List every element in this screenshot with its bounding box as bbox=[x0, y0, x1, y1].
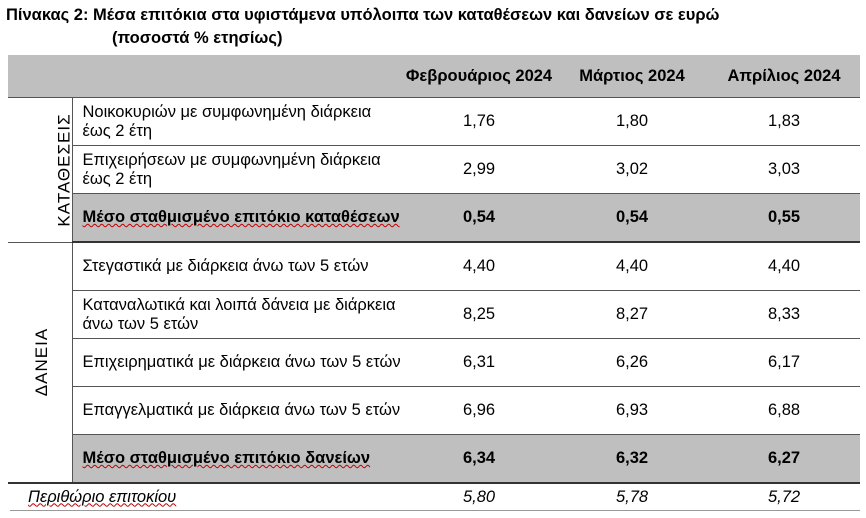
deposits-group-cell bbox=[8, 98, 72, 243]
value-feb: 6,34 bbox=[402, 435, 556, 484]
header-feb: Φεβρουάριος 2024 bbox=[402, 55, 556, 98]
row-label: Καταναλωτικά και λοιπά δάνεια με διάρκεια άνω των 5 ετών bbox=[72, 291, 402, 339]
value-mar: 5,78 bbox=[615, 487, 649, 506]
value-mar: 6,32 bbox=[556, 435, 708, 484]
value-apr: 5,72 bbox=[767, 487, 801, 506]
value-feb: 0,54 bbox=[402, 194, 556, 243]
value-apr: 6,88 bbox=[708, 387, 860, 435]
header-apr: Απρίλιος 2024 bbox=[708, 55, 860, 98]
value-apr: 0,55 bbox=[708, 194, 860, 243]
value-apr: 3,03 bbox=[708, 146, 860, 194]
value-mar: 3,02 bbox=[556, 146, 708, 194]
title-line-1: Πίνακας 2: Μέσα επιτόκια στα υφιστάμενα υπόλοιπα των καταθέσεων και δανείων σε ευρώ bbox=[6, 6, 720, 24]
value-mar: 6,26 bbox=[556, 339, 708, 387]
row-label: Επιχειρηματικά με διάρκεια άνω των 5 ετών bbox=[72, 339, 402, 387]
loans-group-label: ΔΑΝΕΙΑ bbox=[32, 328, 52, 397]
summary-label: Μέσο σταθμισμένο επιτόκιο καταθέσεων bbox=[82, 208, 400, 226]
value-mar: 6,93 bbox=[556, 387, 708, 435]
interest-rates-table bbox=[8, 55, 860, 510]
table-row bbox=[8, 387, 860, 435]
table-row bbox=[8, 98, 860, 146]
row-label: Νοικοκυριών με συμφωνημένη διάρκεια έως 2 έτη bbox=[72, 98, 402, 146]
title-line-2: (ποσοστά % ετησίως) bbox=[112, 29, 283, 47]
row-label: Επαγγελματικά με διάρκεια άνω των 5 ετών bbox=[72, 387, 402, 435]
row-label bbox=[72, 194, 402, 243]
table-row bbox=[8, 242, 860, 291]
value-feb: 6,96 bbox=[402, 387, 556, 435]
row-label bbox=[72, 435, 402, 484]
value-feb: 1,76 bbox=[402, 98, 556, 146]
row-label: Στεγαστικά με διάρκεια άνω των 5 ετών bbox=[72, 242, 402, 291]
value-feb: 4,40 bbox=[402, 242, 556, 291]
value-feb: 5,80 bbox=[462, 487, 496, 506]
row-label: Επιχειρήσεων με συμφωνημένη διάρκεια έως 2 έτη bbox=[72, 146, 402, 194]
summary-label: Μέσο σταθμισμένο επιτόκιο δανείων bbox=[82, 449, 371, 467]
table-row bbox=[8, 291, 860, 339]
value-apr: 1,83 bbox=[708, 98, 860, 146]
margin-label-cell bbox=[8, 483, 402, 510]
margin-row bbox=[8, 483, 860, 510]
value-feb: 6,31 bbox=[402, 339, 556, 387]
header-blank-cell bbox=[8, 55, 402, 98]
bottom-rule bbox=[10, 510, 860, 511]
value-apr: 8,33 bbox=[708, 291, 860, 339]
deposits-group-label: ΚΑΤΑΘΕΣΕΙΣ bbox=[54, 113, 74, 227]
value-apr: 6,17 bbox=[708, 339, 860, 387]
value-mar: 4,40 bbox=[556, 242, 708, 291]
loans-summary-row bbox=[8, 435, 860, 484]
deposits-summary-row bbox=[8, 194, 860, 243]
header-mar: Μάρτιος 2024 bbox=[556, 55, 708, 98]
value-feb: 2,99 bbox=[402, 146, 556, 194]
value-mar: 8,27 bbox=[556, 291, 708, 339]
value-feb: 8,25 bbox=[402, 291, 556, 339]
value-apr: 4,40 bbox=[708, 242, 860, 291]
table-title bbox=[6, 4, 856, 50]
table-row bbox=[8, 146, 860, 194]
loans-group-cell bbox=[8, 242, 72, 483]
value-apr: 6,27 bbox=[708, 435, 860, 484]
value-mar: 0,54 bbox=[556, 194, 708, 243]
value-mar: 1,80 bbox=[556, 98, 708, 146]
margin-label: Περιθώριο επιτοκίου bbox=[28, 487, 177, 506]
header-row bbox=[8, 55, 860, 98]
table-row bbox=[8, 339, 860, 387]
